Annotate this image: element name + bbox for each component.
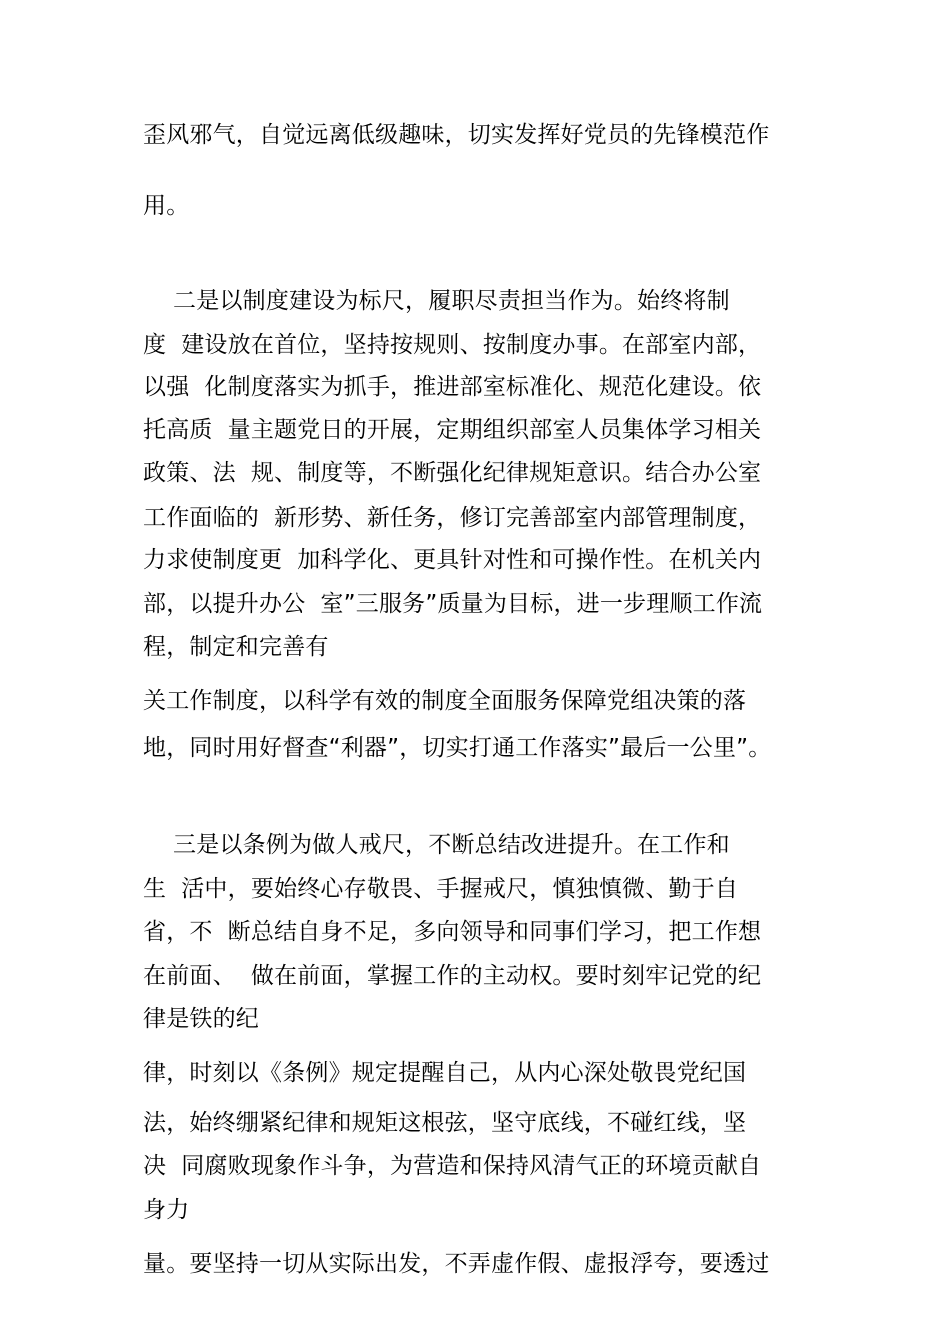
text-line: 在前面、 做在前面，掌握工作的主动权。要时刻牢记党的纪 bbox=[143, 963, 762, 989]
text-line: 政策、法 规、制度等，不断强化纪律规矩意识。结合办公室 bbox=[143, 460, 762, 486]
text-line: 生 活中，要始终心存敬畏、手握戒尺，慎独慎微、勤于自 bbox=[143, 876, 739, 902]
text-line: 省，不 断总结自身不足，多向领导和同事们学习，把工作想 bbox=[143, 919, 762, 945]
text-line: 力求使制度更 加科学化、更具针对性和可操作性。在机关内 bbox=[143, 547, 762, 573]
text-line: 程，制定和完善有 bbox=[143, 634, 329, 660]
text-line: 身力 bbox=[143, 1197, 190, 1223]
text-line: 歪风邪气，自觉远离低级趣味，切实发挥好党员的先锋模范作 bbox=[143, 122, 770, 148]
text-line: 地，同时用好督查“利器”，切实打通工作落实”最后一公里”。 bbox=[143, 735, 772, 761]
text-line: 关工作制度，以科学有效的制度全面服务保障党组决策的落 bbox=[143, 688, 747, 714]
text-line: 法，始终绷紧纪律和规矩这根弦，坚守底线，不碰红线，坚 bbox=[143, 1110, 747, 1136]
text-line: 决 同腐败现象作斗争，为营造和保持风清气正的环境贡献自 bbox=[143, 1153, 762, 1179]
text-line: 托高质 量主题党日的开展，定期组织部室人员集体学习相关 bbox=[143, 417, 762, 443]
text-line: 用。 bbox=[143, 193, 190, 219]
text-line: 量。要坚持一切从实际出发，不弄虚作假、虚报浮夸，要透过 bbox=[143, 1251, 770, 1277]
text-line: 工作面临的 新形势、新任务，修订完善部室内部管理制度， bbox=[143, 505, 762, 531]
text-line: 二是以制度建设为标尺，履职尽责担当作为。始终将制 bbox=[143, 288, 730, 314]
text-line: 律是铁的纪 bbox=[143, 1006, 259, 1032]
text-line: 部，以提升办公 室”三服务”质量为目标，进一步理顺工作流 bbox=[143, 591, 763, 617]
text-line: 三是以条例为做人戒尺，不断总结改进提升。在工作和 bbox=[143, 832, 730, 858]
text-line: 律，时刻以《条例》规定提醒自己，从内心深处敬畏党纪国 bbox=[143, 1060, 747, 1086]
text-line: 以强 化制度落实为抓手，推进部室标准化、规范化建设。依 bbox=[143, 374, 762, 400]
text-line: 度 建设放在首位，坚持按规则、按制度办事。在部室内部， bbox=[143, 332, 762, 358]
